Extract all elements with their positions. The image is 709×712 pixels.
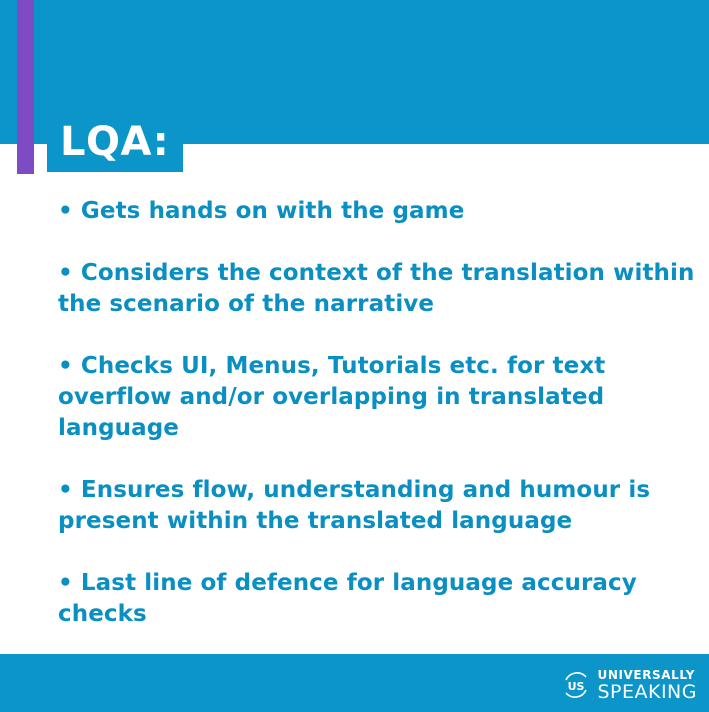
logo-wordmark bbox=[597, 669, 697, 702]
bullet-item: • Considers the context of the translation within the scenario of the narrative bbox=[58, 260, 695, 317]
bullet-item: • Gets hands on with the game bbox=[58, 198, 465, 224]
logo-line-1: UNIVERSALLY bbox=[597, 667, 696, 682]
bullet-item: • Ensures flow, understanding and humour is present within the translated language bbox=[58, 477, 651, 534]
bullet-list bbox=[58, 196, 698, 661]
page-title: LQA: bbox=[60, 119, 170, 165]
logo-line-2: SPEAKING bbox=[597, 680, 697, 703]
logo-monogram: US bbox=[568, 680, 585, 693]
bullet-item: • Checks UI, Menus, Tutorials etc. for text overflow and/or overlapping in translated language bbox=[58, 353, 606, 441]
logo-mark-icon bbox=[560, 669, 592, 701]
brand-logo bbox=[560, 666, 697, 704]
accent-bar bbox=[17, 0, 34, 174]
bullet-item: • Last line of defence for language accuracy checks bbox=[58, 570, 637, 627]
